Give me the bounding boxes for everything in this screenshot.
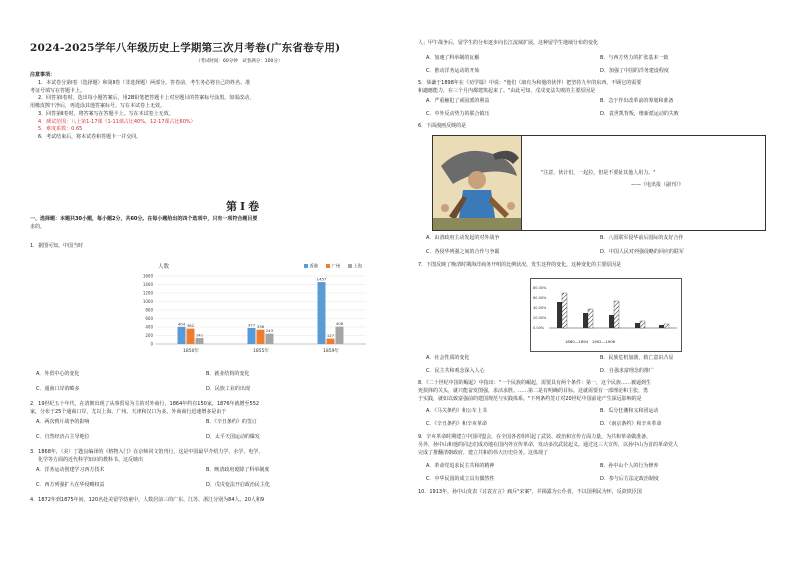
q6-option-d[interactable]: D．中国人民对列强侵略的回应的联军 <box>600 249 684 255</box>
instruction-line: 求的。 <box>30 223 46 230</box>
chart-y-tick-label: 1400 <box>142 282 153 287</box>
chart-data-label: 141 <box>195 332 204 338</box>
q9-stem <box>418 434 678 457</box>
q2-stem <box>30 401 259 417</box>
q4-option-d[interactable]: D．加强了中国的洋务建设程度 <box>600 68 669 74</box>
chart-legend-label: 香港 <box>309 264 319 270</box>
chart-legend-label: 广州 <box>331 264 341 270</box>
exam-info: （考试时间：60分钟 试卷满分：100分） <box>196 59 283 64</box>
chart-x-tick-label: 1850年 <box>183 349 199 354</box>
chart-bar <box>178 327 186 344</box>
q8-line: 于实践，就如以致富强前的建国规范与实践体系。"下列条约签订对20世纪中国前途产生深远影响的是 <box>418 395 642 402</box>
q8-line: 8．《二十世纪中国的崛起》中指出："一个民族的崛起，需要具有两个条件：第一，这个民族……被逼到生 <box>418 380 651 386</box>
chart-bar <box>196 338 204 344</box>
q5-option-c[interactable]: C．中外反动势力的联合镇压 <box>426 111 490 117</box>
chart-y-tick-label: 1600 <box>142 273 153 279</box>
q5-option-b[interactable]: B．急于作出改革前的筹划和准备 <box>600 98 674 104</box>
q6-figure-frame <box>432 135 766 231</box>
q2-option-a[interactable]: A．两次鸦片战争的影响 <box>36 419 90 425</box>
instruction-line: 一、选择题：本题共30小题，每小题2分，共60分。在每小题给出的四个选项中，只有一项符合题目要 <box>30 216 258 222</box>
chart-bar <box>257 330 265 344</box>
document-title: 2024-2025学年八年级历史上学期第三次月考卷(广东省卷专用) <box>30 42 341 54</box>
q9-line: 9．辛亥革命时期建立中国同盟会，在全国各省组织起了武装、政治和宣传方面力量，为共和革命做准备， <box>418 434 652 440</box>
note-item: 考证号填写在答题卡上。 <box>30 87 86 94</box>
chart-y-axis-title: 人数 <box>158 264 170 270</box>
chart-x-tick-label: 1859年 <box>323 349 339 354</box>
q6-option-c[interactable]: C．各侵华列强之间的合作与争霸 <box>426 249 500 255</box>
chart-y-tick-label: 600 <box>145 316 153 321</box>
q8-option-d[interactable]: D．《南京条约》和辛亥革命 <box>600 421 662 427</box>
svg-text:0.00%: 0.00% <box>533 326 545 330</box>
note-item: 6．考试结束后，将本试卷和答题卡一并交回。 <box>38 134 142 140</box>
chart-bar <box>327 339 335 344</box>
part-title: 第Ⅰ卷 <box>226 200 263 213</box>
q5-line: 和適應能力，在三个月内都建筑起来了。"由此可知，戊戌变法失败的主要原因是 <box>418 87 596 94</box>
chart-data-label: 404 <box>177 321 186 327</box>
q8-line: 死抉择的关头，就只能奋发图强，求活求胜。……第二是有明确的目标。这就需要有一部理论和主张，勇 <box>418 387 649 394</box>
q1-stem: 1．据图可知，中国当时 <box>30 243 84 249</box>
note-item: 2．回答第Ⅰ卷时，选出每小题答案后，用2B铅笔把答题卡上对应题目的答案标号涂黑。如需改动， <box>38 95 255 102</box>
q8-option-c[interactable]: C．《辛丑条约》和辛亥革命 <box>426 421 487 427</box>
q1-bar-chart-svg <box>128 258 398 366</box>
chart-y-tick-label: 800 <box>145 307 153 313</box>
note-item-scope: 4．测试范围：八上第1-17课（1-11课占比40%，12-17课占比60%） <box>38 118 196 125</box>
q8-stem <box>418 380 651 403</box>
chart-data-label: 362 <box>186 323 195 329</box>
chart-x-tick-label: 1855年 <box>253 349 269 354</box>
chart-bar <box>318 282 326 344</box>
q7-chart <box>530 278 682 352</box>
q4-tail: 人；甲午战争后，留学生的分布逐步向长江流域扩展。这种留学生地域分布的变化 <box>418 40 599 46</box>
q10-stem: 10．1913年，孙中山发表《讨袁宣言》痛斥"宋案"，并揭露为公仆者，不以国利民为怀，反欲铁臣国 <box>418 489 642 495</box>
figure-divider <box>521 136 522 230</box>
q3-line: 化学等方面的近代科学知识的教科书。这反映出 <box>38 456 144 463</box>
chart-bar <box>248 328 256 344</box>
chart-bar <box>187 329 195 344</box>
q2-line: 2．19世纪五十年代，在清朝出现了从事贸易为主的对外商行，1864年约有150家，1876年就增至552 <box>30 401 260 407</box>
q9-option-d[interactable]: D．参与后方法定政治制度 <box>600 476 659 482</box>
q2-option-c[interactable]: C．自然经济占主导地位 <box>36 434 90 440</box>
q9-option-a[interactable]: A．革命党追求民主共和的精神 <box>426 463 495 469</box>
q9-line: 另外，孙中山和他的同志们成功地在国内外宣传革命，发动多次武装起义。通过这三大宣传，以孙中山为首的革命党人 <box>418 441 679 448</box>
q5-line: 5．恭谦于1898年在《劝学篇》中说："他们（康有为和他的伙伴）把坚持九年的东西，不顾它的需要 <box>418 80 642 86</box>
q7-legend: 1860—1894 1902—1908 <box>565 339 616 344</box>
svg-text:80.00%: 80.00% <box>533 286 547 290</box>
chart-y-tick-label: 200 <box>145 333 153 338</box>
q1-option-a[interactable]: A．外贸中心的变化 <box>36 371 80 377</box>
q7-option-c[interactable]: C．民主共和观念深入人心 <box>426 368 485 374</box>
q6-cartoon-image <box>433 136 521 230</box>
q1-chart <box>128 258 398 366</box>
q2-option-d[interactable]: D．太平天国运动的爆发 <box>206 434 260 440</box>
chart-y-tick-label: 400 <box>145 324 153 330</box>
q5-stem <box>418 80 641 96</box>
q3-option-b[interactable]: B．晚清政府废除了科举制度 <box>206 467 270 473</box>
q2-line: 家，分布于25个通商口岸，尤以上海、广州、天津和汉口为多。外商商行迅速增多是由于 <box>30 408 227 415</box>
q3-line: 3．1868年，（美）丁韪良编译的《格物入门》在京师同文馆刊行，这是中国最早介绍力学、水学、电学、 <box>30 449 264 455</box>
q7-stem: 7．下图反映了晚清时期海洋商务开明的比例状况，发生这样的变化，这种变化的主要原因是 <box>418 262 622 268</box>
q5-option-a[interactable]: A．严重触犯了顽固派的利益 <box>426 98 490 104</box>
q3-option-a[interactable]: A．洋务运动创建学习西方技术 <box>36 467 105 473</box>
note-item-difficulty: 5．难度系数：0.65 <box>38 126 83 133</box>
chart-y-tick-label: 0 <box>150 341 153 347</box>
q6-caption: "注意，伙计们，一起拉，但是不要扯其他人用力。" <box>541 170 656 176</box>
q9-line: 完成了推翻清朝政府，建立共和的伟大历史任务。这体现了 <box>418 449 549 456</box>
q2-option-b[interactable]: B．《辛丑条约》的签订 <box>206 419 257 425</box>
svg-text:20.00%: 20.00% <box>533 316 547 320</box>
chart-legend-swatch <box>326 264 330 268</box>
q8-option-b[interactable]: B．瓜分狂潮和义和团运动 <box>600 408 659 414</box>
notes-heading: 注意事项： <box>30 72 56 78</box>
q3-stem <box>30 449 263 465</box>
q9-option-c[interactable]: C．中华民国的成立具有偶然性 <box>426 476 495 482</box>
chart-data-label: 127 <box>326 333 335 339</box>
chart-legend-label: 上海 <box>353 264 363 270</box>
note-item: 1．本试卷分第Ⅰ卷（选择题）和第Ⅱ卷（非选择题）两部分。答卷前，考生务必将自己的姓名、准 <box>38 79 251 86</box>
svg-text:40.00%: 40.00% <box>533 306 547 310</box>
q4-option-b[interactable]: B．与西方势力的扩张基本一致 <box>600 55 669 61</box>
cartoon-illustration <box>433 136 521 230</box>
q7-option-d[interactable]: D．自强求富理念的推广 <box>600 368 654 374</box>
svg-text:60.00%: 60.00% <box>533 296 547 300</box>
q3-option-c[interactable]: C．西方列强扩大在华侵略权益 <box>36 482 105 488</box>
q9-option-b[interactable]: B．孙中山个人的行为修养 <box>600 463 659 469</box>
q6-source: ——《电讯报（副刊）》 <box>631 182 684 188</box>
note-item: 用橡皮擦干净后，再选涂其他答案标号。写在本试卷上无效。 <box>30 103 166 109</box>
q6-option-b[interactable]: B．八国联军侵华前后国际的友好合作 <box>600 235 684 241</box>
notes-block <box>30 72 254 142</box>
q3-option-d[interactable]: D．戊戌变法开启政治民主化 <box>206 482 270 488</box>
q1-option-d[interactable]: D．民族工业的出现 <box>206 386 250 392</box>
q4-stem: 4．1872年到1875年间，120名赴美留学幼童中，人数居前三的广东、江苏、浙江分别为84人、20人和9 <box>30 497 265 503</box>
chart-data-label: 336 <box>256 324 265 330</box>
chart-bar <box>266 334 274 344</box>
chart-y-tick-label: 1000 <box>142 299 153 304</box>
q7-option-a[interactable]: A．社会性质的变化 <box>426 355 470 361</box>
chart-bar <box>336 327 344 344</box>
q7-option-b[interactable]: B．民族危机加剧，救亡意识凸显 <box>600 355 674 361</box>
chart-legend-swatch <box>348 264 352 268</box>
q6-option-a[interactable]: A．由清政府主动发起的对外战争 <box>426 235 500 241</box>
chart-data-label: 243 <box>265 328 274 334</box>
chart-y-tick-label: 1200 <box>142 290 153 296</box>
q8-option-a[interactable]: A．《马关条约》和公车上书 <box>426 408 487 414</box>
q5-option-d[interactable]: D．袁世凯背叛，维新派运动的失败 <box>600 111 679 117</box>
chart-data-label: 1457 <box>316 276 327 282</box>
q6-stem: 6．下面漫画反映的是 <box>418 123 467 129</box>
q4-option-a[interactable]: A．加速了科举制的瓦解 <box>426 55 480 61</box>
q1-option-c[interactable]: C．通商口岸的畸多 <box>36 386 80 392</box>
q4-option-c[interactable]: C．推动洋务运动的开始 <box>426 68 480 74</box>
chart-data-label: 377 <box>247 322 256 328</box>
section-instructions <box>30 216 257 232</box>
chart-legend-swatch <box>304 264 308 268</box>
chart-data-label: 408 <box>335 321 344 327</box>
q1-option-b[interactable]: B．就业结构的变化 <box>206 371 250 377</box>
note-item: 3．回答第Ⅱ卷时，将答案写在答题卡上。写在本试卷上无效。 <box>38 110 174 117</box>
